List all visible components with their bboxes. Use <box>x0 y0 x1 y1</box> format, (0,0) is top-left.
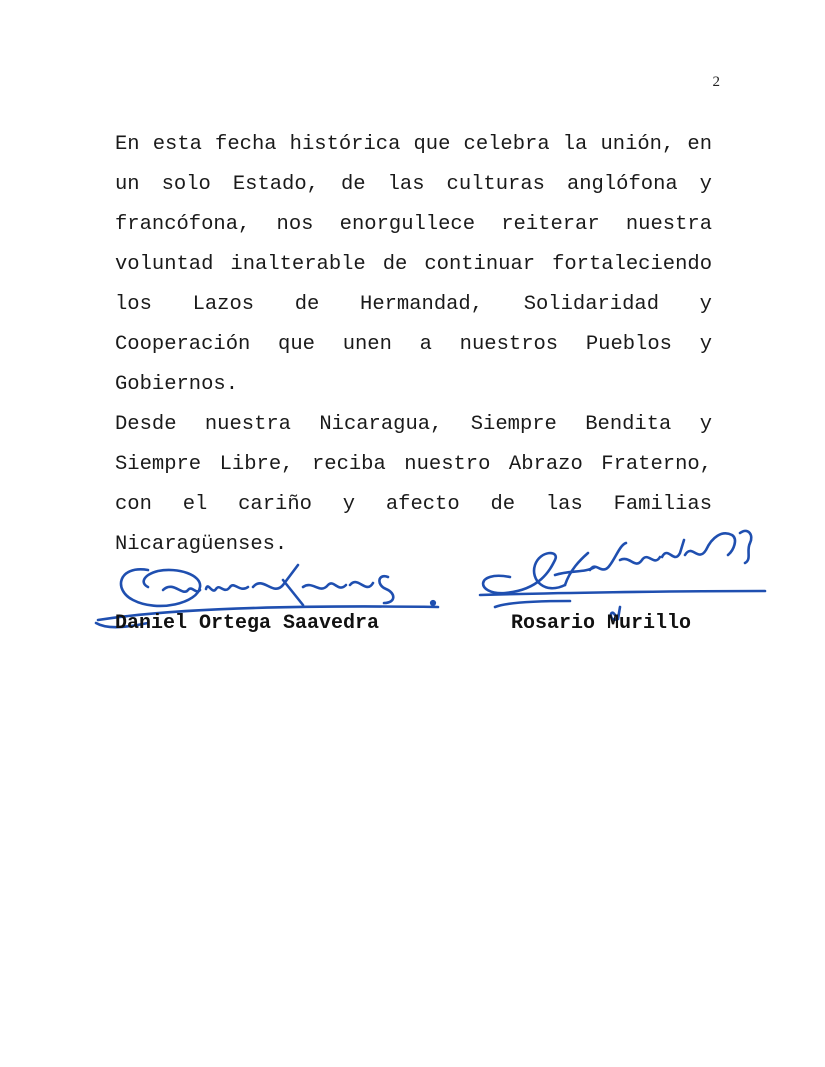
signatory-name-murillo: Rosario Murillo <box>511 612 692 635</box>
signatory-name-ortega: Daniel Ortega Saavedra <box>115 612 380 635</box>
body-paragraph-2: Desde nuestra Nicaragua, Siempre Bendita y Siempre Libre, reciba nuestro Abrazo Fraterno, con el cariño y afecto de las Familias Nicaragüenses. <box>115 413 712 556</box>
page-number: 2 <box>712 74 720 90</box>
body-paragraph-1: En esta fecha histórica que celebra la unión, en un solo Estado, de las culturas anglófona y francófona, nos enorgullece reiterar nuestra voluntad inalterable de continuar fortaleciendo los Lazos de Hermandad, Solidaridad y Cooperación que unen a nuestros Pueblos y Gobiernos. <box>115 133 712 396</box>
